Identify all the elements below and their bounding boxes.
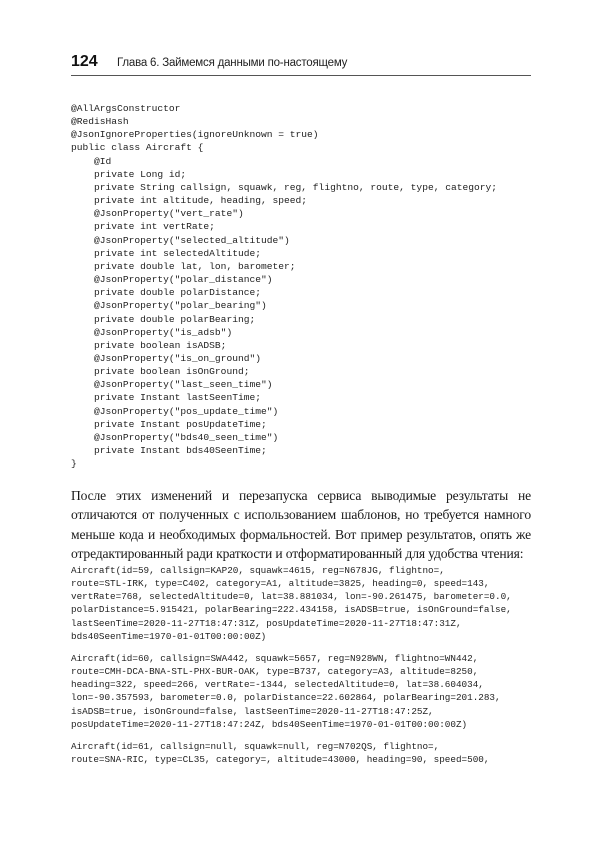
body-paragraph: После этих изменений и перезапуска сервиса выводимые результаты не отличаются от полученных с использованием шаблонов, но требуется намного меньше кода и необходимых формальностей. Вот пример результатов, опять же отредактированный ради краткости и отформатированный для удобства чтения:: [71, 488, 531, 561]
code-line: @JsonProperty("bds40_seen_time"): [71, 431, 279, 443]
chapter-title: Глава 6. Займемся данными по-настоящему: [117, 57, 348, 69]
code-line: private int selectedAltitude;: [71, 247, 261, 259]
output-line: bds40SeenTime=1970-01-01T00:00:00Z): [71, 630, 267, 642]
output-block-1: [71, 564, 531, 643]
code-line: @JsonProperty("polar_bearing"): [71, 300, 267, 312]
output-line: Aircraft(id=61, callsign=null, squawk=null, reg=N702QS, flightno=,: [71, 741, 440, 752]
code-line: private int altitude, heading, speed;: [71, 195, 308, 207]
header-rule: [71, 75, 531, 76]
code-line: @JsonProperty("is_adsb"): [71, 326, 233, 338]
code-line: private double polarBearing;: [71, 313, 256, 325]
output-line: route=CMH-DCA-BNA-STL-PHX-BUR-OAK, type=B737, category=A3, altitude=8250,: [71, 666, 479, 678]
code-line: @Id: [71, 155, 112, 167]
code-line: private Instant bds40SeenTime;: [71, 445, 267, 457]
output-block-3: [71, 740, 531, 766]
running-header: [71, 52, 531, 74]
output-block-2: [71, 652, 531, 731]
output-line: vertRate=768, selectedAltitude=0, lat=38.881034, lon=-90.261475, barometer=0.0,: [71, 591, 512, 603]
output-line: lon=-90.357593, barometer=0.0, polarDistance=22.602864, polarBearing=201.283,: [71, 692, 501, 704]
code-line: private Instant posUpdateTime;: [71, 418, 267, 430]
code-line: public class Aircraft {: [71, 142, 204, 154]
code-line: private boolean isOnGround;: [71, 366, 250, 378]
code-line: private String callsign, squawk, reg, flightno, route, type, category;: [71, 181, 498, 193]
code-line: }: [71, 458, 77, 470]
output-line: posUpdateTime=2020-11-27T18:47:24Z, bds40SeenTime=1970-01-01T00:00:00Z): [71, 718, 468, 730]
code-line: @JsonProperty("is_on_ground"): [71, 352, 261, 364]
output-line: heading=322, speed=266, vertRate=-1344, selectedAltitude=0, lat=38.604034,: [71, 679, 484, 691]
code-line: @RedisHash: [71, 116, 129, 128]
code-line: @JsonProperty("polar_distance"): [71, 274, 273, 286]
code-line: @JsonIgnoreProperties(ignoreUnknown = true): [71, 129, 319, 141]
code-line: private boolean isADSB;: [71, 339, 227, 351]
code-line: private double polarDistance;: [71, 287, 261, 299]
output-line: isADSB=true, isOnGround=false, lastSeenTime=2020-11-27T18:47:25Z,: [71, 705, 434, 717]
code-line: @JsonProperty("vert_rate"): [71, 208, 244, 220]
output-line: lastSeenTime=2020-11-27T18:47:31Z, posUpdateTime=2020-11-27T18:47:31Z,: [71, 617, 462, 629]
code-line: private Long id;: [71, 168, 187, 180]
page-number: 124: [71, 53, 98, 70]
code-line: private int vertRate;: [71, 221, 215, 233]
output-line: Aircraft(id=60, callsign=SWA442, squawk=5657, reg=N928WN, flightno=WN442,: [71, 653, 479, 664]
code-line: private double lat, lon, barometer;: [71, 260, 296, 272]
code-line: @JsonProperty("selected_altitude"): [71, 234, 290, 246]
code-line: @JsonProperty("last_seen_time"): [71, 379, 273, 391]
code-listing: [71, 102, 531, 470]
code-line: private Instant lastSeenTime;: [71, 392, 261, 404]
output-line: route=STL-IRK, type=C402, category=A1, altitude=3825, heading=0, speed=143,: [71, 578, 490, 590]
code-line: @JsonProperty("pos_update_time"): [71, 405, 279, 417]
code-line: @AllArgsConstructor: [71, 103, 181, 114]
output-line: route=SNA-RIC, type=CL35, category=, altitude=43000, heading=90, speed=500,: [71, 754, 490, 766]
output-line: Aircraft(id=59, callsign=KAP20, squawk=4615, reg=N678JG, flightno=,: [71, 565, 445, 576]
output-line: polarDistance=5.915421, polarBearing=222.434158, isADSB=true, isOnGround=false,: [71, 604, 512, 616]
